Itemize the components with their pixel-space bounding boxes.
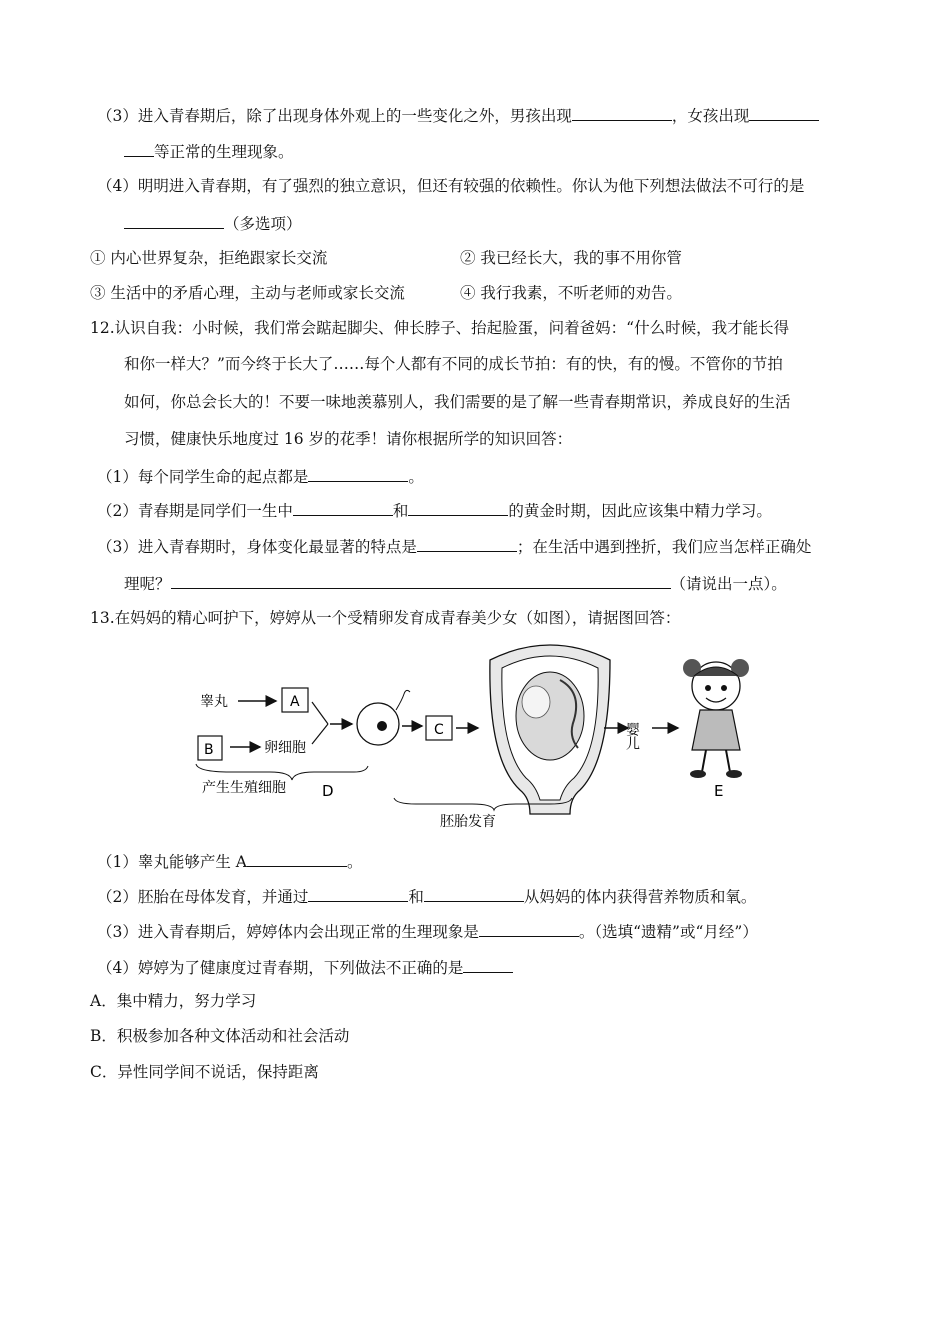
q12-stem-line2: 和你一样大？”而今终于长大了……每个人都有不同的成长节拍：有的快，有的慢。不管你的节拍 (124, 355, 783, 373)
bracket-d (196, 764, 368, 780)
box-a-label: A (290, 694, 300, 710)
q13-stem: 13.在妈妈的精心呵护下，婷婷从一个受精卵发育成青春美少女（如图），请据图回答： (90, 609, 681, 627)
q11-part3-line1 (97, 104, 819, 126)
answer-blank[interactable] (408, 499, 508, 516)
q13-part3 (97, 920, 758, 942)
q13-part3-text-b: 。（选填“遗精”或“月经”） (578, 923, 758, 941)
answer-blank[interactable] (171, 572, 671, 589)
answer-blank[interactable] (424, 885, 524, 902)
q12-part1 (97, 465, 424, 487)
q13-part3-text-a: （3）进入青春期后，婷婷体内会出现正常的生理现象是 (97, 923, 479, 941)
q11-option-2: ② 我已经长大，我的事不用你管 (460, 249, 682, 267)
girl-figure (683, 659, 749, 778)
q12-part3-text-c: 理呢？ (124, 575, 171, 593)
q11-option-1: ① 内心世界复杂，拒绝跟家长交流 (90, 249, 328, 267)
label-e: E (714, 782, 724, 800)
baby-label: 婴儿 (624, 722, 640, 750)
q13-part4-text-a: （4）婷婷为了健康度过青春期，下列做法不正确的是 (97, 959, 464, 977)
answer-blank[interactable] (463, 956, 513, 973)
q13-part4 (97, 956, 513, 978)
fetus (516, 672, 584, 760)
answer-blank[interactable] (293, 499, 393, 516)
answer-blank[interactable] (247, 850, 347, 867)
testis-label: 睾丸 (200, 694, 228, 710)
q12-part1-text-b: 。 (408, 468, 424, 486)
q12-part1-text-a: （1）每个同学生命的起点都是 (97, 468, 309, 486)
answer-blank[interactable] (572, 104, 672, 121)
sperm-tail (396, 690, 410, 710)
q13-option-b: B．积极参加各种文体活动和社会活动 (90, 1027, 350, 1045)
q11-part3-text-a: （3）进入青春期后，除了出现身体外观上的一些变化之外，男孩出现 (97, 107, 572, 125)
label-d: D (322, 782, 334, 800)
q12-part2-text-a: （2）青春期是同学们一生中 (97, 502, 293, 520)
q11-part3-line2 (124, 140, 294, 162)
q12-part3-text-b: ；在生活中遇到挫折，我们应当怎样正确处 (516, 538, 812, 556)
q12-part3-text-d: （请说出一点）。 (670, 575, 787, 593)
merge-line-bottom (312, 724, 328, 744)
q13-option-c: C．异性同学间不说话，保持距离 (90, 1063, 319, 1081)
q12-part2 (97, 499, 772, 521)
answer-blank[interactable] (124, 212, 224, 229)
zygote-nucleus (377, 721, 387, 731)
q13-part2-text-a: （2）胚胎在母体发育，并通过 (97, 888, 309, 906)
q11-option-3: ③ 生活中的矛盾心理，主动与老师或家长交流 (90, 284, 405, 302)
box-b-label: B (204, 742, 214, 758)
produce-cells-label: 产生生殖细胞 (202, 780, 286, 796)
answer-blank[interactable] (749, 104, 819, 121)
q13-part2 (97, 885, 756, 907)
fetus-head (522, 686, 550, 718)
q11-option-4: ④ 我行我素，不听老师的劝告。 (460, 284, 682, 302)
answer-blank[interactable] (479, 920, 579, 937)
q13-part1-text-a: （1）睾丸能够产生 A (97, 853, 247, 871)
q12-part3-line2 (124, 572, 787, 594)
development-diagram (190, 640, 760, 840)
q11-part4-text-b: （多选项） (224, 215, 302, 233)
q12-stem-line4: 习惯，健康快乐地度过 16 岁的花季！请你根据所学的知识回答： (124, 430, 573, 448)
q11-part3-text-c: 等正常的生理现象。 (154, 143, 294, 161)
answer-blank[interactable] (417, 535, 517, 552)
q12-part3-text-a: （3）进入青春期时，身体变化最显著的特点是 (97, 538, 417, 556)
embryo-dev-label: 胚胎发育 (440, 814, 496, 830)
box-c-label: C (434, 722, 444, 738)
q12-part2-text-c: 的黄金时期，因此应该集中精力学习。 (508, 502, 772, 520)
q12-part3-line1 (97, 535, 811, 557)
q13-part1-text-b: 。 (346, 853, 363, 871)
q12-part2-text-b: 和 (392, 502, 409, 520)
q11-part4-line1 (97, 176, 804, 196)
q13-part2-text-c: 从妈妈的体内获得营养物质和氧。 (523, 888, 757, 906)
q11-part4-line2 (124, 212, 302, 234)
answer-blank[interactable] (124, 140, 154, 157)
answer-blank[interactable] (308, 885, 408, 902)
q13-part1 (97, 850, 363, 872)
merge-line-top (312, 702, 328, 724)
q13-option-a: A．集中精力，努力学习 (90, 992, 257, 1010)
q12-stem-line3: 如何，你总会长大的！不要一味地羡慕别人，我们需要的是了解一些青春期常识，养成良好的生活 (124, 393, 791, 411)
egg-cell-label: 卵细胞 (264, 740, 306, 756)
q11-part3-text-b: ，女孩出现 (671, 107, 750, 125)
q12-stem-line1: 12.认识自我：小时候，我们常会踮起脚尖、伸长脖子、抬起脸蛋，问着爸妈：“什么时候，我才能长得 (90, 319, 790, 337)
q11-part4-text-a: （4）明明进入青春期，有了强烈的独立意识，但还有较强的依赖性。你认为他下列想法做法不可行的是 (97, 177, 805, 195)
answer-blank[interactable] (308, 465, 408, 482)
q13-part2-text-b: 和 (408, 888, 424, 906)
